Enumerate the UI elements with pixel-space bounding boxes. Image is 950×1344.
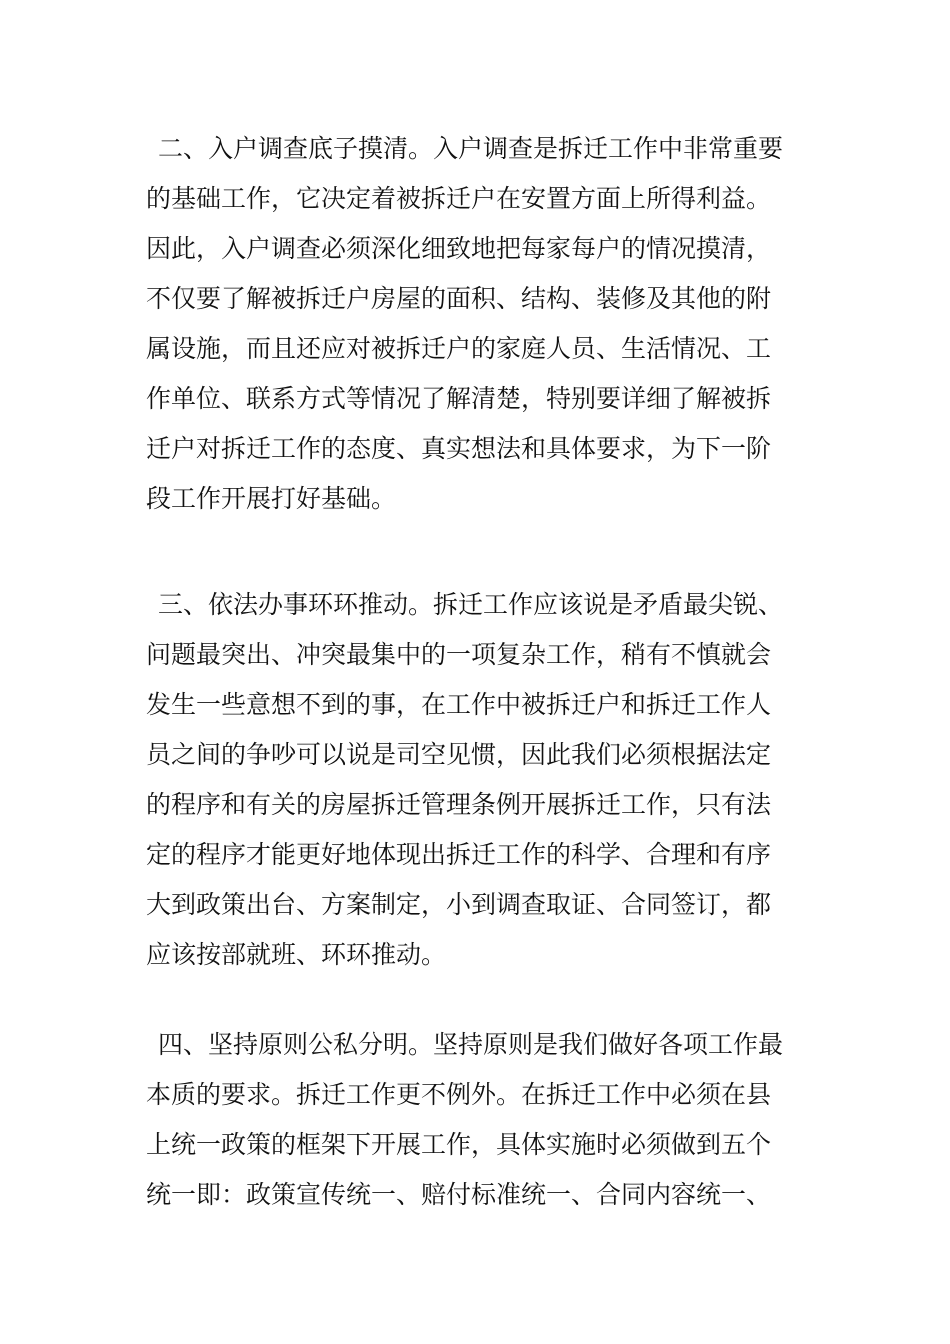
paragraph-household-survey bbox=[146, 124, 810, 524]
paragraph-line: 属设施，而且还应对被拆迁户的家庭人员、生活情况、工 bbox=[146, 334, 772, 363]
paragraph-lawful-procedure bbox=[146, 580, 810, 980]
paragraph-line: 统一即：政策宣传统一、赔付标准统一、合同内容统一、 bbox=[146, 1180, 772, 1209]
paragraph-line: 问题最突出、冲突最集中的一项复杂工作，稍有不慎就会 bbox=[146, 640, 772, 669]
paragraph-line: 应该按部就班、环环推动。 bbox=[146, 940, 447, 969]
paragraph-line: 二、入户调查底子摸清。入户调查是拆迁工作中非常重要 bbox=[158, 134, 784, 163]
paragraph-line: 三、依法办事环环推动。拆迁工作应该说是矛盾最尖锐、 bbox=[158, 590, 784, 619]
paragraph-line: 的程序和有关的房屋拆迁管理条例开展拆迁工作，只有法 bbox=[146, 790, 772, 819]
paragraph-line: 定的程序才能更好地体现出拆迁工作的科学、合理和有序 bbox=[146, 840, 772, 869]
paragraph-line: 发生一些意想不到的事，在工作中被拆迁户和拆迁工作人 bbox=[146, 690, 772, 719]
paragraph-line: 作单位、联系方式等情况了解清楚，特别要详细了解被拆 bbox=[146, 384, 772, 413]
paragraph-line: 段工作开展打好基础。 bbox=[146, 484, 397, 513]
paragraph-line: 大到政策出台、方案制定，小到调查取证、合同签订，都 bbox=[146, 890, 772, 919]
paragraph-line: 的基础工作，它决定着被拆迁户在安置方面上所得利益。 bbox=[146, 184, 772, 213]
paragraph-line: 四、坚持原则公私分明。坚持原则是我们做好各项工作最 bbox=[158, 1030, 784, 1059]
paragraph-line: 迁户对拆迁工作的态度、真实想法和具体要求，为下一阶 bbox=[146, 434, 772, 463]
paragraph-line: 员之间的争吵可以说是司空见惯，因此我们必须根据法定 bbox=[146, 740, 772, 769]
paragraph-line: 本质的要求。拆迁工作更不例外。在拆迁工作中必须在县 bbox=[146, 1080, 772, 1109]
paragraph-line: 因此，入户调查必须深化细致地把每家每户的情况摸清， bbox=[146, 234, 772, 263]
paragraph-line: 上统一政策的框架下开展工作，具体实施时必须做到五个 bbox=[146, 1130, 772, 1159]
paragraph-principles bbox=[146, 1020, 810, 1220]
paragraph-line: 不仅要了解被拆迁户房屋的面积、结构、装修及其他的附 bbox=[146, 284, 772, 313]
